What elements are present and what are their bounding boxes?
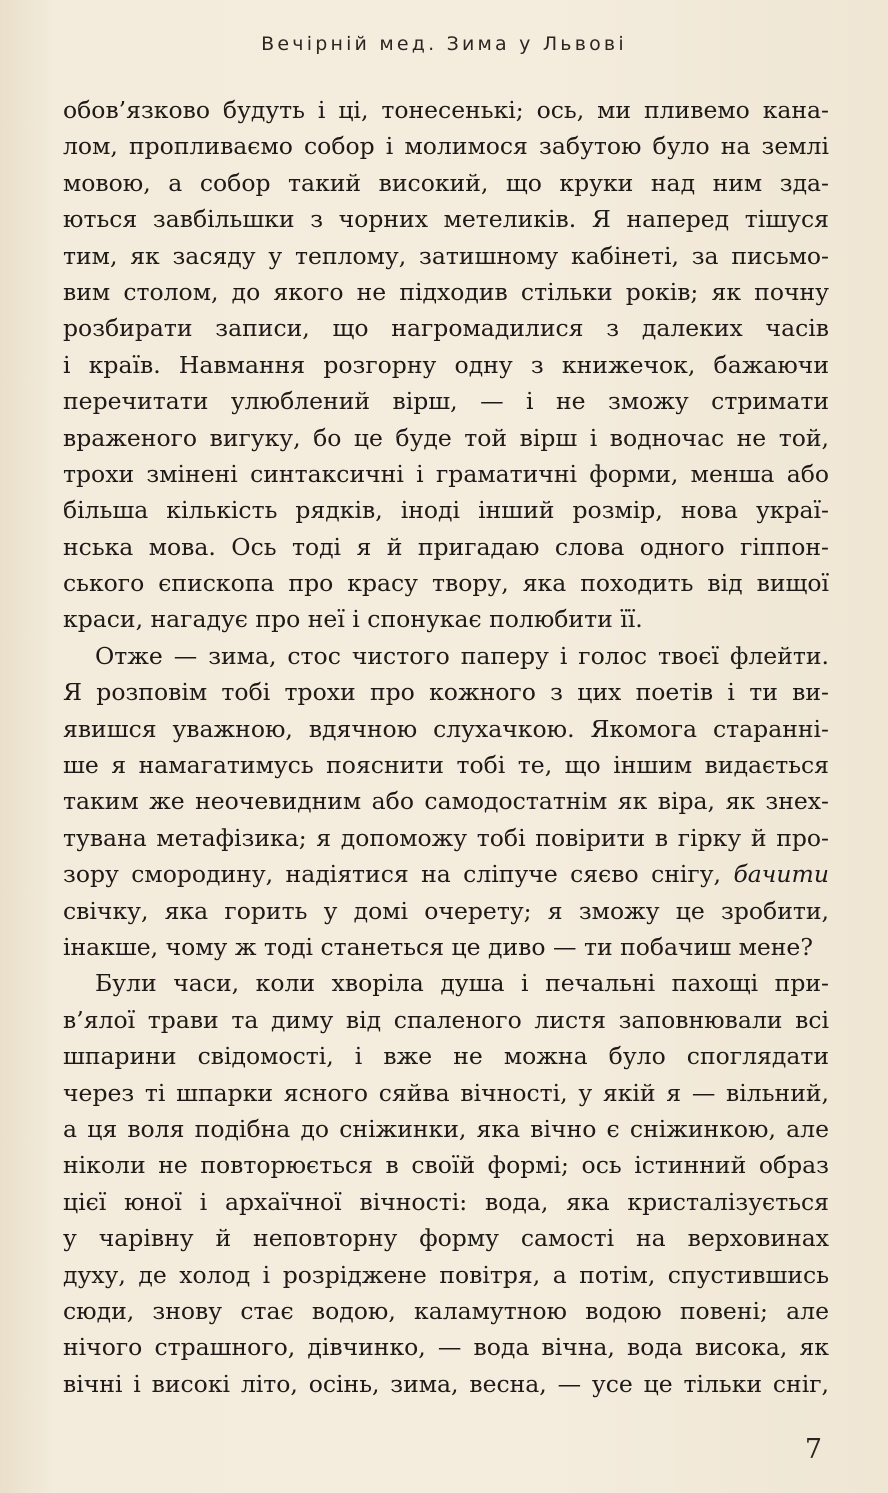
text-line-with-italic bbox=[63, 856, 829, 892]
text-line: інакше, чому ж тоді станеться це диво — ти побачиш мене? bbox=[63, 932, 813, 961]
text-line: тим, як засяду у теплому, затишному кабінеті, за письмо- bbox=[63, 241, 829, 270]
text-line: розбирати записи, що нагромадилися з далеких часів bbox=[63, 314, 829, 343]
text-line: краси, нагадує про неї і спонукає полюбити її. bbox=[63, 605, 643, 634]
text-line: явишся уважною, вдячною слухачкою. Якомога старанні- bbox=[63, 714, 829, 743]
text-line: таким же неочевидним або самодостатнім як віра, як знех- bbox=[63, 787, 829, 816]
text-line: духу, де холод і розріджене повітря, а потім, спустившись bbox=[63, 1260, 829, 1289]
text-line: свічку, яка горить у домі очерету; я зможу це зробити, bbox=[63, 896, 829, 925]
text-line: лом, пропливаємо собор і молимося забутою було на землі bbox=[63, 132, 829, 161]
text-line: враженого вигуку, бо це буде той вірш і водночас не той, bbox=[63, 423, 829, 452]
text-line: а ця воля подібна до сніжинки, яка вічно є сніжинкою, але bbox=[63, 1114, 829, 1143]
text-line: нська мова. Ось тоді я й пригадаю слова одного гіппон- bbox=[63, 532, 829, 561]
text-line: більша кількість рядків, іноді інший розмір, нова украї- bbox=[63, 496, 829, 525]
text-line: в’ялої трави та диму від спаленого листя заповнювали всі bbox=[63, 1005, 829, 1034]
text-line: перечитати улюблений вірш, — і не зможу стримати bbox=[63, 387, 829, 416]
text-line: ського єпископа про красу твору, яка походить від вищої bbox=[63, 569, 829, 598]
text-line: нічого страшного, дівчинко, — вода вічна, вода висока, як bbox=[63, 1333, 829, 1362]
text-line: через ті шпарки ясного сяйва вічності, у якій я — вільний, bbox=[63, 1078, 829, 1107]
text-line: у чарівну й неповторну форму самості на верховинах bbox=[63, 1224, 829, 1253]
text-line: ше я намагатимусь пояснити тобі те, що іншим видається bbox=[63, 751, 829, 780]
text-line: ніколи не повторюється в своїй формі; ось істинний образ bbox=[63, 1151, 829, 1180]
text-segment: зору смородину, надіятися на сліпуче сяєво снігу, bbox=[63, 860, 722, 889]
text-line: Я розповім тобі трохи про кожного з цих поетів і ти ви- bbox=[63, 678, 829, 707]
page-number: 7 bbox=[804, 1434, 822, 1465]
text-line: вим столом, до якого не підходив стільки років; як почну bbox=[63, 277, 829, 306]
running-head: Вечірній мед. Зима у Львові bbox=[261, 33, 627, 55]
text-line: і країв. Навмання розгорну одну з книжечок, бажаючи bbox=[63, 350, 829, 379]
text-line: трохи змінені синтаксичні і граматичні форми, менша або bbox=[63, 459, 829, 488]
paragraph-start-line: Були часи, коли хворіла душа і печальні пахощі при- bbox=[95, 969, 829, 998]
text-line: вічні і високі літо, осінь, зима, весна, — усе це тільки сніг, bbox=[63, 1369, 829, 1398]
text-line: тувана метафізика; я допоможу тобі повірити в гірку й про- bbox=[63, 823, 829, 852]
body-text bbox=[63, 92, 829, 1402]
text-line: цієї юної і архаїчної вічності: вода, яка кристалізується bbox=[63, 1187, 829, 1216]
text-line: ються завбільшки з чорних метеликів. Я наперед тішуся bbox=[63, 205, 829, 234]
text-line: мовою, а собор такий високий, що круки над ним зда- bbox=[63, 168, 829, 197]
text-line: сюди, знову стає водою, каламутною водою повені; але bbox=[63, 1296, 829, 1325]
italic-word: бачити bbox=[733, 860, 829, 889]
text-line: обов’язково будуть і ці, тонесенькі; ось, ми пливемо кана- bbox=[63, 96, 829, 124]
paragraph-start-line: Отже — зима, стос чистого паперу і голос твоєї флейти. bbox=[95, 641, 829, 670]
text-line: шпарини свідомості, і вже не можна було споглядати bbox=[63, 1042, 829, 1071]
